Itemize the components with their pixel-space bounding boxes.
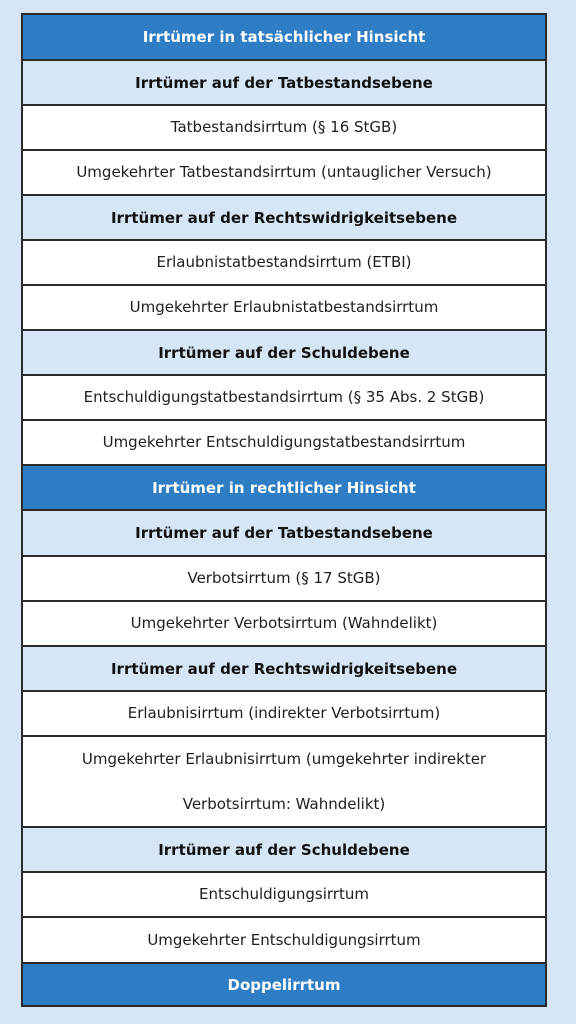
- table-row: Tatbestandsirrtum (§ 16 StGB): [23, 106, 545, 151]
- table-row: Umgekehrter Tatbestandsirrtum (untauglicher Versuch): [23, 151, 545, 196]
- subsection-header: Irrtümer auf der Tatbestandsebene: [23, 511, 545, 557]
- section-header: Doppelirrtum: [23, 964, 545, 1005]
- table-row: Erlaubnisirrtum (indirekter Verbotsirrtum): [23, 692, 545, 737]
- table-row: Umgekehrter Erlaubnisirrtum (umgekehrter indirekter Verbotsirrtum: Wahndelikt): [23, 737, 545, 828]
- table-row: Entschuldigungstatbestandsirrtum (§ 35 Abs. 2 StGB): [23, 376, 545, 421]
- table-row: Umgekehrter Erlaubnistatbestandsirrtum: [23, 286, 545, 331]
- table-row: Verbotsirrtum (§ 17 StGB): [23, 557, 545, 602]
- subsection-header: Irrtümer auf der Schuldebene: [23, 828, 545, 873]
- table-row: Umgekehrter Entschuldigungstatbestandsirrtum: [23, 421, 545, 466]
- section-header: Irrtümer in rechtlicher Hinsicht: [23, 466, 545, 511]
- irrtum-table: [21, 13, 547, 1007]
- subsection-header: Irrtümer auf der Rechtswidrigkeitsebene: [23, 647, 545, 692]
- subsection-header: Irrtümer auf der Schuldebene: [23, 331, 545, 376]
- table-row: Umgekehrter Verbotsirrtum (Wahndelikt): [23, 602, 545, 647]
- table-row: Entschuldigungsirrtum: [23, 873, 545, 918]
- table-row: Umgekehrter Entschuldigungsirrtum: [23, 918, 545, 964]
- subsection-header: Irrtümer auf der Rechtswidrigkeitsebene: [23, 196, 545, 241]
- section-header: Irrtümer in tatsächlicher Hinsicht: [23, 15, 545, 61]
- table-row: Erlaubnistatbestandsirrtum (ETBI): [23, 241, 545, 286]
- subsection-header: Irrtümer auf der Tatbestandsebene: [23, 61, 545, 106]
